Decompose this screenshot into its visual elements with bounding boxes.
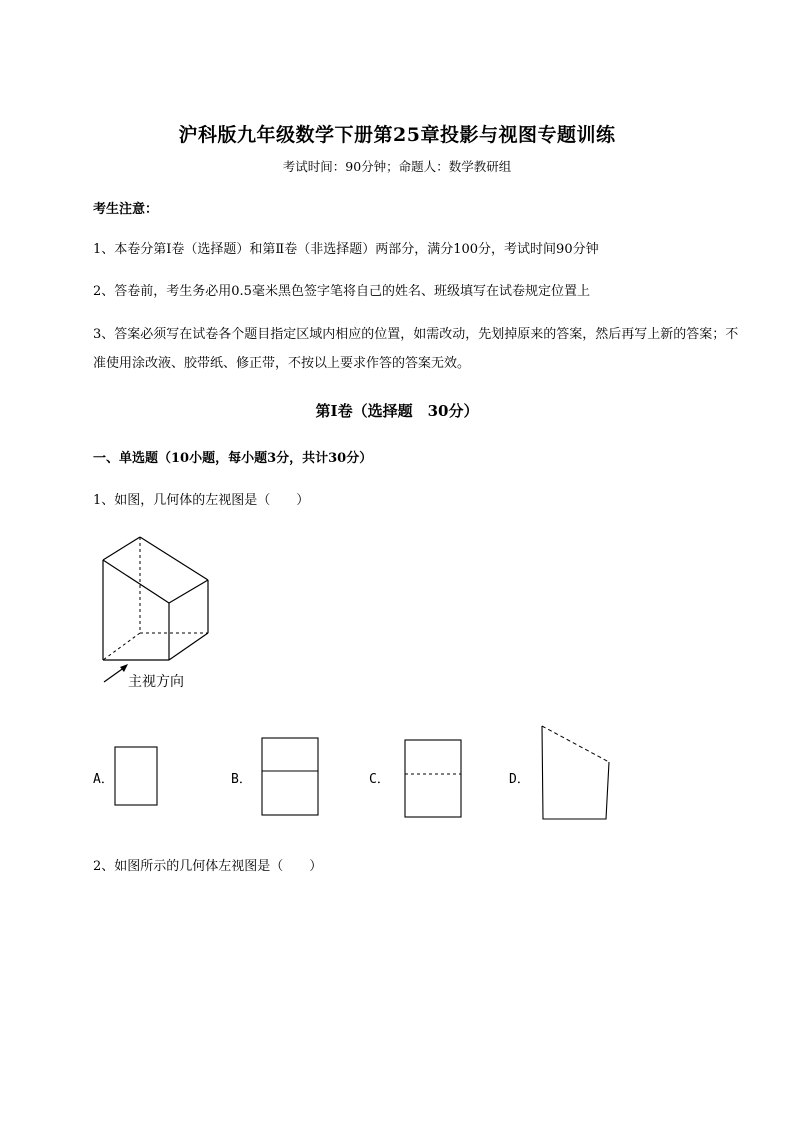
exam-info: 考试时间：90分钟；命题人：数学教研组 bbox=[282, 159, 512, 174]
part-heading: 一、单选题（10小题，每小题3分，共计30分） bbox=[93, 451, 373, 466]
option-a-label: A． bbox=[93, 772, 114, 787]
notice-heading: 考生注意： bbox=[93, 202, 159, 217]
prism-edge bbox=[103, 537, 140, 560]
notice-item-1: 1、本卷分第I卷（选择题）和第Ⅱ卷（非选择题）两部分，满分100分，考试时间90分钟 bbox=[93, 242, 599, 257]
prism-edge bbox=[169, 633, 208, 660]
option-b-label: B． bbox=[231, 772, 252, 787]
section-title: 第I卷（选择题 30分） bbox=[315, 402, 479, 420]
question-1-stem: 1、如图，几何体的左视图是（ ） bbox=[93, 493, 310, 508]
option-d-label: D． bbox=[509, 772, 530, 787]
prism-figure bbox=[90, 530, 230, 695]
prism-edge bbox=[140, 537, 208, 580]
prism-hidden-edge bbox=[103, 633, 140, 660]
option-d-figure bbox=[540, 723, 612, 823]
notice-item-2: 2、答卷前，考生务必用0.5毫米黑色签字笔将自己的姓名、班级填写在试卷规定位置上 bbox=[93, 284, 590, 299]
option-c-label: C． bbox=[369, 772, 390, 787]
prism-edge bbox=[103, 560, 169, 603]
option-b-figure bbox=[261, 737, 321, 817]
question-2-stem: 2、如图所示的几何体左视图是（ ） bbox=[93, 859, 323, 874]
page-title: 沪科版九年级数学下册第25章投影与视图专题训练 bbox=[178, 124, 616, 146]
notice-item-3: 3、答案必须写在试卷各个题目指定区域内相应的位置，如需改动，先划掉原来的答案，然后再写上新的答案；不准使用涂改液、胶带纸、修正带，不按以上要求作答的答案无效。 bbox=[93, 327, 739, 371]
view-direction-label: 主视方向 bbox=[128, 674, 184, 690]
option-c-figure bbox=[404, 739, 464, 819]
prism-edge bbox=[169, 580, 208, 603]
view-direction-arrow bbox=[104, 664, 128, 682]
option-a-figure bbox=[114, 746, 160, 808]
